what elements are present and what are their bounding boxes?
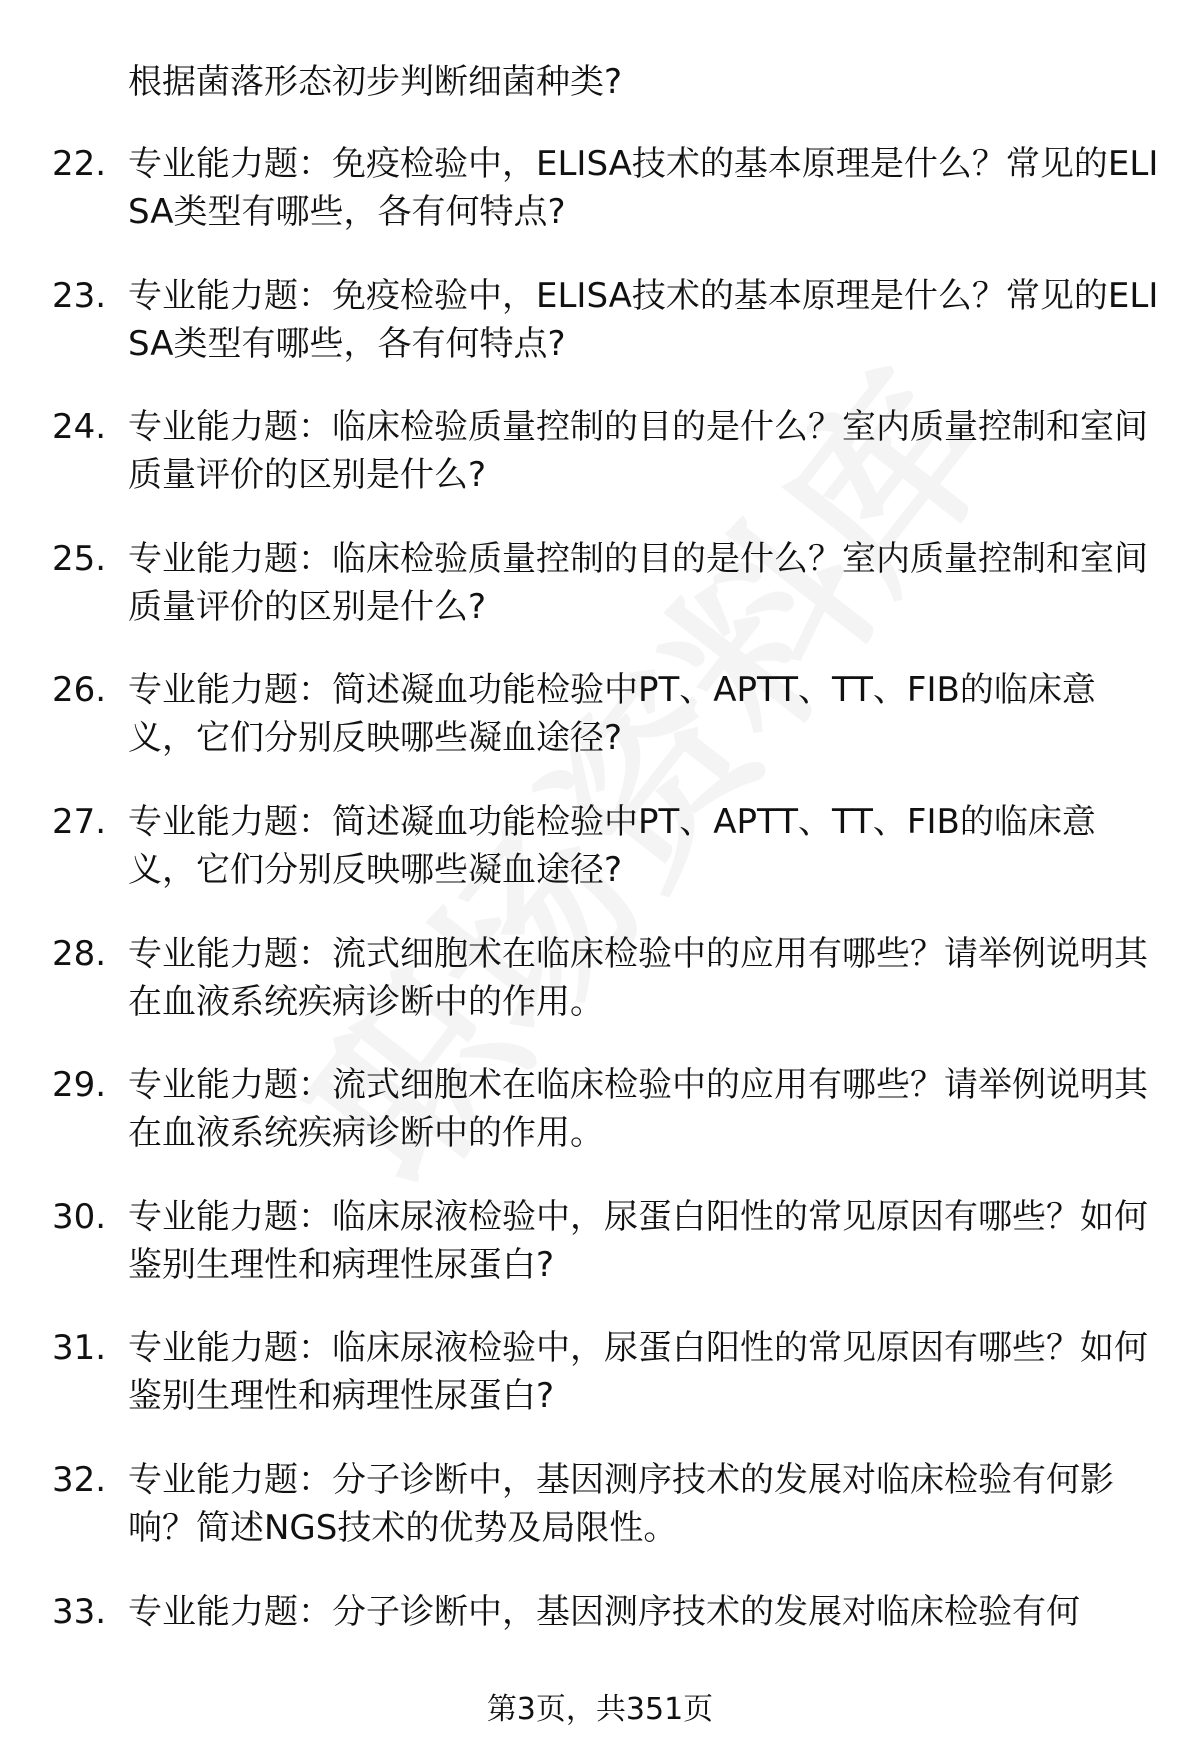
question-number: 28.	[52, 933, 107, 974]
question-number: 24.	[52, 407, 107, 448]
list-item	[52, 1193, 1162, 1325]
question-text: 专业能力题：临床尿液检验中，尿蛋白阳性的常见原因有哪些？如何鉴别生理性和病理性尿蛋白?	[128, 1328, 1148, 1417]
question-text: 专业能力题：临床尿液检验中，尿蛋白阳性的常见原因有哪些？如何鉴别生理性和病理性尿蛋白?	[128, 1196, 1148, 1285]
question-number: 32.	[52, 1459, 107, 1500]
question-text: 专业能力题：简述凝血功能检验中PT、APTT、TT、FIB的临床意义，它们分别反映哪些凝血途径?	[128, 670, 1096, 759]
question-number: 25.	[52, 538, 107, 579]
question-text: 专业能力题：流式细胞术在临床检验中的应用有哪些？请举例说明其在血液系统疾病诊断中的作用。	[128, 1065, 1148, 1154]
list-item	[52, 535, 1162, 667]
list-item	[52, 403, 1162, 535]
list-item	[52, 1061, 1162, 1193]
question-number: 27.	[52, 801, 107, 842]
list-item	[52, 666, 1162, 798]
question-text: 专业能力题：分子诊断中，基因测序技术的发展对临床检验有何	[128, 1591, 1080, 1632]
question-text: 专业能力题：临床检验质量控制的目的是什么？室内质量控制和室间质量评价的区别是什么?	[128, 538, 1148, 627]
question-text: 专业能力题：免疫检验中，ELISA技术的基本原理是什么？常见的ELISA类型有哪些，各有何特点?	[128, 144, 1159, 232]
list-item	[52, 930, 1162, 1062]
question-number: 31.	[52, 1328, 107, 1369]
list-item	[52, 798, 1162, 930]
list-item	[52, 140, 1162, 272]
list-item	[52, 272, 1162, 404]
question-number: 33.	[52, 1591, 107, 1632]
page-number-footer: 第3页，共351页	[486, 1692, 714, 1727]
question-text: 专业能力题：分子诊断中，基因测序技术的发展对临床检验有何影响？简述NGS技术的优势及局限性。	[128, 1459, 1114, 1548]
continued-question-text: 根据菌落形态初步判断细菌种类?	[128, 62, 623, 102]
question-text: 专业能力题：流式细胞术在临床检验中的应用有哪些？请举例说明其在血液系统疾病诊断中的作用。	[128, 933, 1148, 1022]
question-text: 专业能力题：免疫检验中，ELISA技术的基本原理是什么？常见的ELISA类型有哪些，各有何特点?	[128, 275, 1159, 364]
list-item	[52, 1456, 1162, 1588]
question-text: 专业能力题：临床检验质量控制的目的是什么？室内质量控制和室间质量评价的区别是什么?	[128, 407, 1148, 496]
list-item	[52, 1324, 1162, 1456]
question-number: 22.	[52, 144, 107, 184]
question-text: 专业能力题：简述凝血功能检验中PT、APTT、TT、FIB的临床意义，它们分别反映哪些凝血途径?	[128, 801, 1096, 890]
question-number: 26.	[52, 670, 107, 711]
question-number: 30.	[52, 1196, 107, 1237]
question-number: 29.	[52, 1065, 107, 1106]
question-number: 23.	[52, 275, 107, 316]
question-list	[52, 140, 1162, 1719]
